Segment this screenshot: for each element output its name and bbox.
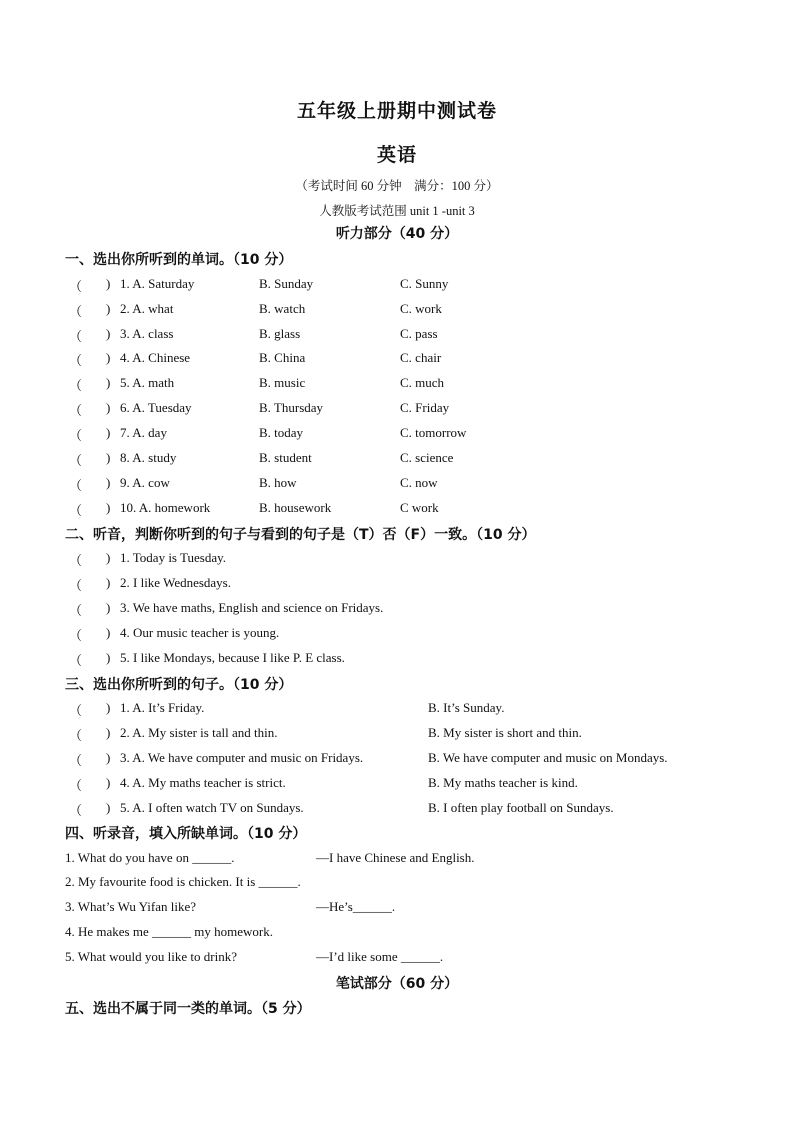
- section4-heading: 四、听录音，填入所缺单词。（10 分）: [65, 826, 307, 842]
- paren-close: ): [106, 625, 111, 640]
- paren-close: ): [106, 700, 111, 715]
- sentence: 2. I like Wednesdays.: [120, 575, 231, 590]
- paren-close: ): [106, 600, 111, 615]
- list-item: [0, 775, 794, 795]
- paren-open: （: [69, 279, 83, 294]
- section2-heading: 二、听音，判断你听到的句子与看到的句子是（T）否（F）一致。（10 分）: [65, 527, 536, 543]
- exam-subject: 英语: [376, 144, 417, 166]
- paren-close: ): [106, 575, 111, 590]
- paren-open: （: [69, 653, 83, 668]
- option-b: B. Thursday: [259, 400, 324, 415]
- section5-heading: 五、选出不属于同一类的单词。（5 分）: [65, 1001, 311, 1017]
- list-item: [0, 899, 794, 919]
- paren-open: （: [69, 703, 83, 718]
- list-item: [0, 500, 794, 520]
- option-c: C. work: [400, 301, 442, 316]
- paren-close: ): [106, 750, 111, 765]
- list-item: [0, 725, 794, 745]
- paren-close: ): [106, 301, 111, 316]
- paren-close: ): [106, 725, 111, 740]
- option-b: B. today: [259, 425, 304, 440]
- paren-close: ): [106, 350, 111, 365]
- option-a: 8. A. study: [120, 450, 177, 465]
- list-item: [0, 949, 794, 969]
- section3-heading: 三、选出你所听到的句子。（10 分）: [65, 677, 293, 693]
- paren-open: （: [69, 753, 83, 768]
- option-a: 5. A. I often watch TV on Sundays.: [120, 800, 304, 815]
- list-item: [0, 625, 794, 645]
- list-item: [0, 301, 794, 321]
- question: 1. What do you have on ______.: [65, 850, 235, 865]
- option-a: 5. A. math: [120, 375, 175, 390]
- exam-info: （考试时间 60 分钟 满分：100 分）: [295, 179, 499, 193]
- option-c: C. science: [400, 450, 454, 465]
- list-item: [0, 450, 794, 470]
- list-item: [0, 550, 794, 570]
- option-b: B. housework: [259, 500, 332, 515]
- paren-open: （: [69, 778, 83, 793]
- option-a: 10. A. homework: [120, 500, 211, 515]
- list-item: [0, 750, 794, 770]
- answer: —I’d like some ______.: [316, 949, 444, 964]
- paren-open: （: [69, 329, 83, 344]
- list-item: [0, 800, 794, 820]
- option-a: 2. A. My sister is tall and thin.: [120, 725, 278, 740]
- option-c: C. much: [400, 375, 445, 390]
- list-item: [0, 400, 794, 420]
- paren-close: ): [106, 425, 111, 440]
- option-a: 4. A. Chinese: [120, 350, 191, 365]
- list-item: [0, 650, 794, 670]
- question: 4. He makes me ______ my homework.: [65, 924, 273, 939]
- option-a: 1. A. It’s Friday.: [120, 700, 205, 715]
- list-item: [0, 375, 794, 395]
- option-b: B. China: [259, 350, 306, 365]
- option-b: B. glass: [259, 326, 301, 341]
- option-a: 2. A. what: [120, 301, 174, 316]
- option-c: C work: [400, 500, 439, 515]
- paren-close: ): [106, 650, 111, 665]
- paren-open: （: [69, 304, 83, 319]
- option-b: B. It’s Sunday.: [428, 700, 505, 715]
- sentence: 3. We have maths, English and science on Fridays.: [120, 600, 384, 615]
- paren-open: （: [69, 553, 83, 568]
- option-b: B. My sister is short and thin.: [428, 725, 582, 740]
- paren-open: （: [69, 728, 83, 743]
- list-item: [0, 575, 794, 595]
- list-item: [0, 850, 794, 870]
- question: 2. My favourite food is chicken. It is ______.: [65, 874, 301, 889]
- paren-close: ): [106, 550, 111, 565]
- paren-open: （: [69, 428, 83, 443]
- option-b: B. Sunday: [259, 276, 314, 291]
- option-a: 3. A. We have computer and music on Fridays.: [120, 750, 364, 765]
- answer: —I have Chinese and English.: [316, 850, 475, 865]
- written-part-heading: 笔试部分（60 分）: [335, 976, 459, 992]
- list-item: [0, 700, 794, 720]
- option-a: 4. A. My maths teacher is strict.: [120, 775, 286, 790]
- option-c: C. tomorrow: [400, 425, 467, 440]
- paren-open: （: [69, 453, 83, 468]
- option-b: B. watch: [259, 301, 306, 316]
- option-c: C. chair: [400, 350, 442, 365]
- list-item: [0, 276, 794, 296]
- option-a: 7. A. day: [120, 425, 167, 440]
- paren-close: ): [106, 450, 111, 465]
- option-a: 9. A. cow: [120, 475, 170, 490]
- paren-close: ): [106, 475, 111, 490]
- paren-close: ): [106, 326, 111, 341]
- listening-part-heading: 听力部分（40 分）: [335, 226, 459, 242]
- paren-open: （: [69, 503, 83, 518]
- option-b: B. I often play football on Sundays.: [428, 800, 614, 815]
- list-item: [0, 924, 794, 944]
- option-c: C. pass: [400, 326, 438, 341]
- answer: —He’s______.: [316, 899, 396, 914]
- paren-open: （: [69, 628, 83, 643]
- sentence: 1. Today is Tuesday.: [120, 550, 226, 565]
- question: 3. What’s Wu Yifan like?: [65, 899, 197, 914]
- list-item: [0, 425, 794, 445]
- list-item: [0, 874, 794, 894]
- list-item: [0, 326, 794, 346]
- paren-close: ): [106, 400, 111, 415]
- paren-open: （: [69, 603, 83, 618]
- option-c: C. Sunny: [400, 276, 449, 291]
- option-c: C. Friday: [400, 400, 450, 415]
- paren-open: （: [69, 353, 83, 368]
- sentence: 5. I like Mondays, because I like P. E class.: [120, 650, 345, 665]
- paren-close: ): [106, 800, 111, 815]
- paren-open: （: [69, 478, 83, 493]
- option-b: B. We have computer and music on Mondays.: [428, 750, 668, 765]
- option-b: B. My maths teacher is kind.: [428, 775, 578, 790]
- option-a: 6. A. Tuesday: [120, 400, 192, 415]
- paren-close: ): [106, 276, 111, 291]
- paren-open: （: [69, 803, 83, 818]
- section1-heading: 一、选出你所听到的单词。（10 分）: [65, 252, 293, 268]
- paren-open: （: [69, 578, 83, 593]
- exam-scope: 人教版考试范围 unit 1 -unit 3: [319, 204, 475, 218]
- exam-title: 五年级上册期中测试卷: [296, 100, 497, 122]
- option-a: 3. A. class: [120, 326, 174, 341]
- paren-close: ): [106, 500, 111, 515]
- option-b: B. student: [259, 450, 312, 465]
- option-a: 1. A. Saturday: [120, 276, 195, 291]
- paren-close: ): [106, 775, 111, 790]
- option-b: B. music: [259, 375, 306, 390]
- option-b: B. how: [259, 475, 297, 490]
- list-item: [0, 600, 794, 620]
- paren-open: （: [69, 378, 83, 393]
- list-item: [0, 350, 794, 370]
- question: 5. What would you like to drink?: [65, 949, 237, 964]
- paren-close: ): [106, 375, 111, 390]
- sentence: 4. Our music teacher is young.: [120, 625, 280, 640]
- paren-open: （: [69, 403, 83, 418]
- option-c: C. now: [400, 475, 438, 490]
- list-item: [0, 475, 794, 495]
